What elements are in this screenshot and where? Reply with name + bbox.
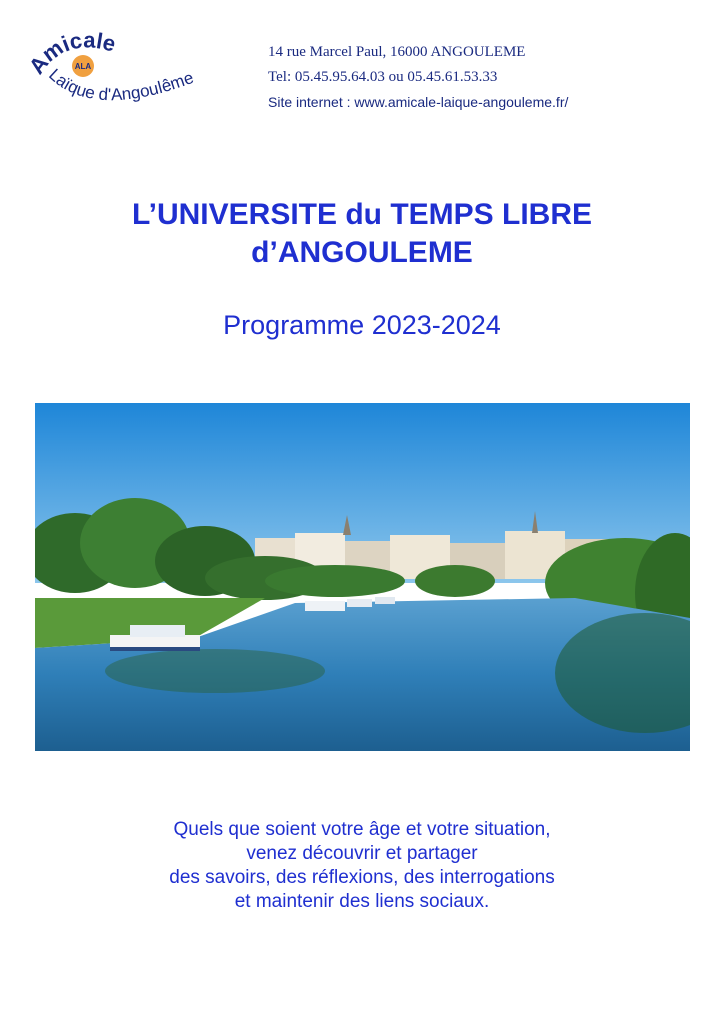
logo — [28, 28, 238, 128]
tagline — [0, 818, 724, 914]
program-subtitle: Programme 2023-2024 — [223, 310, 501, 340]
tagline-line-2: venez découvrir et partager — [246, 843, 478, 864]
tree-reflection-left — [105, 649, 325, 693]
contact-block — [268, 40, 568, 115]
contact-phone: Tel: 05.45.95.64.03 ou 05.45.61.53.33 — [268, 69, 498, 85]
logo-badge: ALA — [74, 62, 92, 71]
title-line-2: d’ANGOULEME — [251, 236, 473, 269]
tagline-line-4: et maintenir des liens sociaux. — [234, 891, 490, 912]
logo-top-text: micale — [37, 28, 119, 67]
contact-website[interactable]: Site internet : www.amicale-laique-angouleme.fr/ — [268, 94, 569, 110]
tagline-line-3: des savoirs, des réflexions, des interrogations — [169, 867, 555, 888]
page-title — [0, 196, 724, 272]
title-line-1: L’UNIVERSITE du TEMPS LIBRE — [131, 198, 593, 231]
logo-bottom-text: Laïque d'Angoulême — [45, 65, 197, 105]
river-photo — [35, 403, 690, 751]
contact-address: 14 rue Marcel Paul, 16000 ANGOULEME — [268, 44, 526, 60]
tagline-line-1: Quels que soient votre âge et votre situation, — [173, 819, 551, 840]
